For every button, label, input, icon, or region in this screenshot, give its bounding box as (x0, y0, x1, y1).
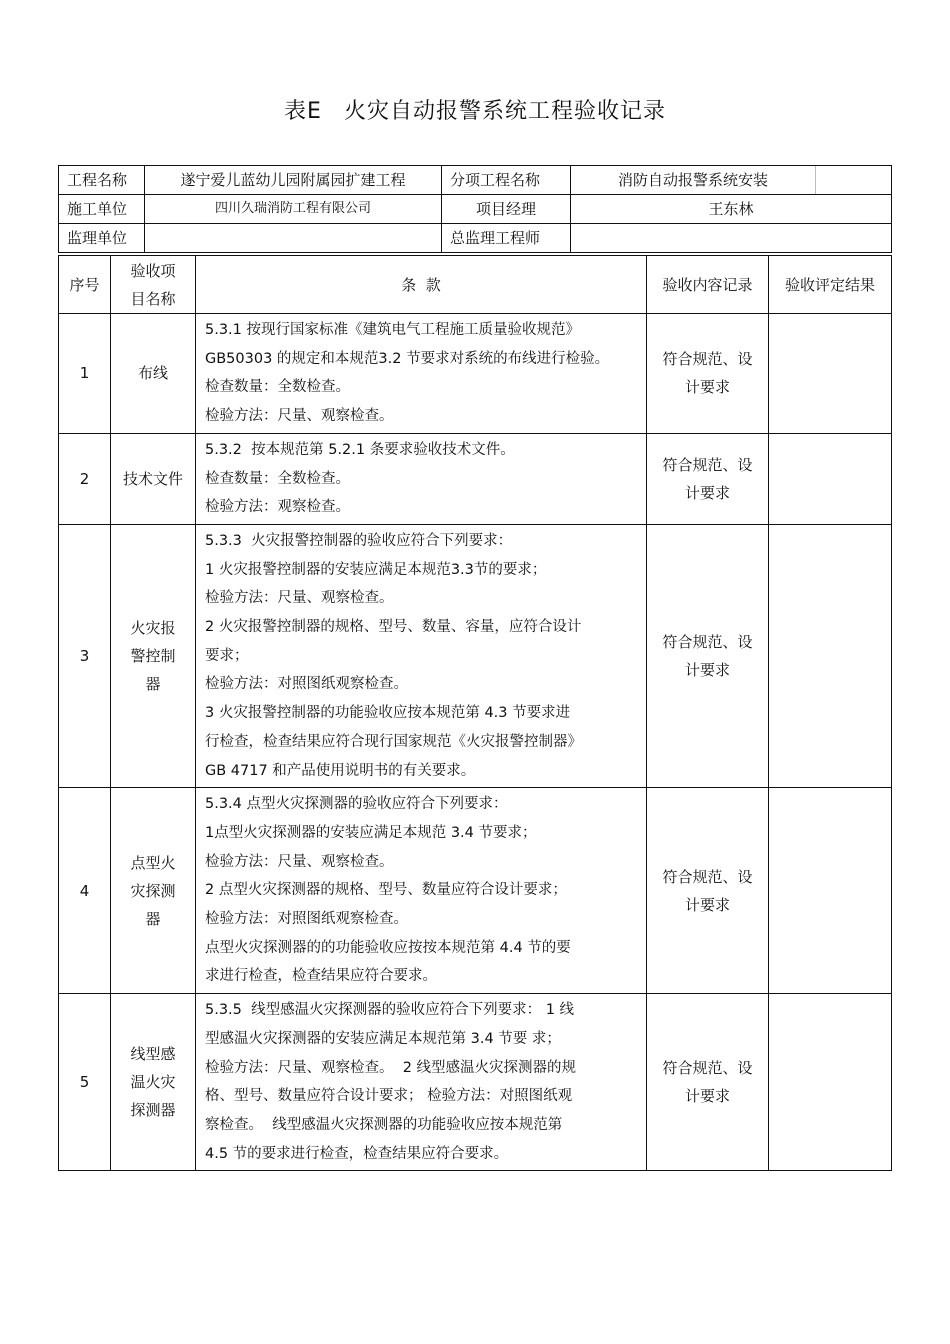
clause-line: GB50303 的规定和本规范3.2 节要求对系统的布线进行检验。 (205, 350, 610, 367)
row-result (769, 314, 892, 434)
chief-engineer-label: 总监理工程师 (442, 224, 571, 253)
sub-project-value: 消防自动报警系统安装 (571, 166, 816, 195)
col-header-result: 验收评定结果 (769, 256, 892, 314)
table-row (59, 314, 892, 434)
manager-label: 项目经理 (442, 195, 571, 224)
row-clause (196, 524, 647, 787)
row-item-name: 布线 (111, 314, 196, 434)
supervisor-value (145, 224, 442, 253)
table-row (59, 433, 892, 524)
acceptance-table (58, 255, 892, 1171)
row-item-name: 火灾报警控制器 (111, 524, 196, 787)
title-text: 火灾自动报警系统工程验收记录 (343, 99, 666, 124)
table-header-row (59, 256, 892, 314)
row-result (769, 433, 892, 524)
row-item-name: 技术文件 (111, 433, 196, 524)
project-name-row (59, 166, 892, 195)
col-header-item: 验收项目名称 (111, 256, 196, 314)
clause-line: 求进行检查，检查结果应符合要求。 (205, 968, 437, 985)
clause-line: 检验方法：对照图纸观察检查。 (205, 676, 408, 693)
manager-value: 王东林 (571, 195, 892, 224)
project-name-value: 遂宁爱儿蓝幼儿园附属园扩建工程 (145, 166, 442, 195)
row-seq: 5 (59, 994, 111, 1171)
row-clause (196, 788, 647, 994)
title-prefix: 表E (284, 99, 322, 124)
row-seq: 2 (59, 433, 111, 524)
row-record: 符合规范、设计要求 (647, 314, 769, 434)
col-header-seq: 序号 (59, 256, 111, 314)
row-item-name: 点型火灾探测器 (111, 788, 196, 994)
clause-line: 检查数量：全数检查。 (205, 379, 350, 396)
row-clause (196, 314, 647, 434)
clause-line: 1点型火灾探测器的安装应满足本规范 3.4 节要求； (205, 824, 537, 841)
clause-line: 4.5 节的要求进行检查，检查结果应符合要求。 (205, 1145, 509, 1162)
row-record: 符合规范、设计要求 (647, 788, 769, 994)
clause-line: 5.3.5 线型感温火灾探测器的验收应符合下列要求： 1 线 (205, 1002, 575, 1019)
row-result (769, 994, 892, 1171)
clause-line: 2 点型火灾探测器的规格、型号、数量应符合设计要求； (205, 882, 567, 899)
clause-line: 检验方法：对照图纸观察检查。 (205, 911, 408, 928)
clause-line: 察检查。 线型感温火灾探测器的功能验收应按本规范第 (205, 1116, 563, 1133)
row-record: 符合规范、设计要求 (647, 994, 769, 1171)
row-seq: 3 (59, 524, 111, 787)
row-record: 符合规范、设计要求 (647, 433, 769, 524)
clause-line: 3 火灾报警控制器的功能验收应按本规范第 4.3 节要求进 (205, 705, 571, 722)
clause-line: 1 火灾报警控制器的安装应满足本规范3.3节的要求； (205, 561, 547, 578)
contractor-row (59, 195, 892, 224)
supervisor-row (59, 224, 892, 253)
row-item-name: 线型感温火灾探测器 (111, 994, 196, 1171)
project-name-label: 工程名称 (59, 166, 145, 195)
row-clause (196, 994, 647, 1171)
row-result (769, 524, 892, 787)
clause-line: 型感温火灾探测器的安装应满足本规范第 3.4 节要 求； (205, 1030, 561, 1047)
chief-engineer-value (571, 224, 892, 253)
row-seq: 4 (59, 788, 111, 994)
clause-line: 2 火灾报警控制器的规格、型号、数量、容量，应符合设计 (205, 619, 582, 636)
clause-line: 检验方法：观察检查。 (205, 499, 350, 516)
row-record: 符合规范、设计要求 (647, 524, 769, 787)
sub-project-extra-cell (816, 166, 892, 195)
clause-line: 5.3.1 按现行国家标准《建筑电气工程施工质量验收规范》 (205, 322, 581, 338)
clause-line: 检查数量：全数检查。 (205, 470, 350, 487)
sub-project-label: 分项工程名称 (442, 166, 571, 195)
clause-line: 检验方法：尺量、观察检查。 (205, 408, 394, 425)
table-row (59, 994, 892, 1171)
table-row (59, 524, 892, 787)
document-title (0, 94, 950, 125)
supervisor-label: 监理单位 (59, 224, 145, 253)
clause-line: 检验方法：尺量、观察检查。 (205, 590, 394, 607)
clause-line: 检验方法：尺量、观察检查。 (205, 853, 394, 870)
col-header-record: 验收内容记录 (647, 256, 769, 314)
clause-line: 5.3.3 火灾报警控制器的验收应符合下列要求： (205, 532, 513, 549)
row-clause (196, 433, 647, 524)
clause-line: 5.3.4 点型火灾探测器的验收应符合下列要求： (205, 796, 508, 813)
contractor-label: 施工单位 (59, 195, 145, 224)
clause-line: GB 4717 和产品使用说明书的有关要求。 (205, 762, 476, 779)
project-info-table (58, 165, 892, 253)
clause-line: 要求； (205, 647, 249, 664)
row-seq: 1 (59, 314, 111, 434)
row-result (769, 788, 892, 994)
contractor-value: 四川久瑞消防工程有限公司 (145, 195, 442, 224)
col-header-clause: 条 款 (196, 256, 647, 314)
clause-line: 行检查，检查结果应符合现行国家规范《火灾报警控制器》 (205, 733, 582, 750)
clause-line: 格、型号、数量应符合设计要求； 检验方法：对照图纸观 (205, 1088, 573, 1105)
clause-line: 点型火灾探测器的的功能验收应按按本规范第 4.4 节的要 (205, 939, 571, 956)
clause-line: 5.3.2 按本规范第 5.2.1 条要求验收技术文件。 (205, 441, 515, 458)
clause-line: 检验方法：尺量、观察检查。 2 线型感温火灾探测器的规 (205, 1059, 577, 1076)
table-row (59, 788, 892, 994)
